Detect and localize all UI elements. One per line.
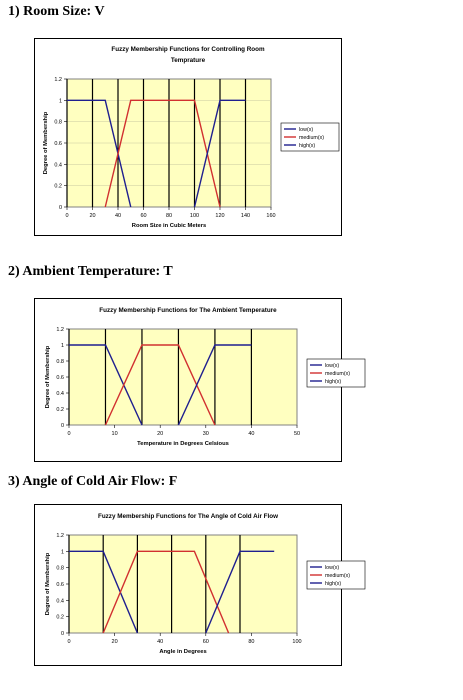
x-tick-label: 140 xyxy=(240,213,251,219)
x-tick-label: 120 xyxy=(215,213,225,219)
x-tick-label: 60 xyxy=(202,639,209,645)
x-tick-label: 40 xyxy=(114,213,122,219)
x-tick-label: 20 xyxy=(157,431,164,437)
x-tick-label: 50 xyxy=(293,431,301,437)
legend-label: low(x) xyxy=(325,565,340,571)
chart-frame-room-size xyxy=(34,38,342,236)
x-tick-label: 100 xyxy=(189,213,200,219)
legend-label: medium(x) xyxy=(325,371,351,377)
legend-label: medium(x) xyxy=(325,573,351,579)
section-heading-ambient-temperature: 2) Ambient Temperature: T xyxy=(8,264,173,279)
plot-area xyxy=(69,329,297,425)
y-tick-label: 0.8 xyxy=(54,119,62,126)
y-tick-label: 0.8 xyxy=(56,565,64,572)
y-tick-label: 0 xyxy=(60,423,64,429)
y-tick-label: 0 xyxy=(58,205,62,211)
x-tick-label: 80 xyxy=(165,213,173,219)
x-tick-label: 0 xyxy=(67,431,71,437)
y-tick-label: 1 xyxy=(60,549,64,556)
x-axis-label: Angle in Degrees xyxy=(159,649,207,655)
y-tick-label: 0.6 xyxy=(56,582,64,588)
y-tick-label: 0.4 xyxy=(54,162,62,169)
x-axis-label: Temperature in Degrees Celsious xyxy=(137,441,229,447)
y-axis-label: Degree of Membership xyxy=(45,345,51,409)
x-tick-label: 20 xyxy=(89,213,96,219)
y-tick-label: 0.2 xyxy=(56,614,64,621)
legend-label: high(x) xyxy=(325,581,342,587)
y-tick-label: 0.8 xyxy=(56,359,64,365)
section-heading-cold-air-angle: 3) Angle of Cold Air Flow: F xyxy=(8,474,178,489)
x-tick-label: 40 xyxy=(157,639,164,645)
y-tick-label: 0.2 xyxy=(54,183,62,190)
y-tick-label: 0.4 xyxy=(56,391,64,397)
chart-frame-ambient-temperature xyxy=(34,298,351,462)
y-tick-label: 0.4 xyxy=(56,598,64,605)
x-tick-label: 30 xyxy=(202,431,209,437)
y-axis-label: Degree of Membership xyxy=(43,111,49,175)
y-tick-label: 0.2 xyxy=(56,407,64,413)
x-tick-label: 160 xyxy=(266,213,276,219)
legend-label: medium(x) xyxy=(299,135,325,141)
chart-title-line-2: Temprature xyxy=(170,57,206,64)
chart-title: Fuzzy Membership Functions for The Angle of Cold Air Flow xyxy=(97,513,279,520)
legend-label: low(x) xyxy=(325,363,340,369)
chart-cold-air-angle xyxy=(35,505,351,665)
chart-ambient-temperature xyxy=(35,299,351,461)
y-tick-label: 1.2 xyxy=(56,533,64,539)
section-heading-room-size: 1) Room Size: V xyxy=(8,4,105,19)
x-axis-label: Room Size in Cubic Meters xyxy=(131,223,207,229)
chart-title: Fuzzy Membership Functions for The Ambient Temperature xyxy=(99,307,277,314)
x-tick-label: 100 xyxy=(292,639,302,645)
x-tick-label: 0 xyxy=(65,213,69,219)
y-tick-label: 1.2 xyxy=(54,77,62,83)
y-tick-label: 0 xyxy=(60,631,64,637)
x-tick-label: 20 xyxy=(111,639,118,645)
chart-title: Fuzzy Membership Functions for Controlling Room xyxy=(111,46,265,53)
x-tick-label: 80 xyxy=(248,639,255,645)
y-tick-label: 1 xyxy=(60,343,64,349)
chart-room-size xyxy=(35,39,341,235)
legend-label: high(x) xyxy=(299,143,316,149)
y-tick-label: 1.2 xyxy=(56,327,64,333)
chart-frame-cold-air-angle xyxy=(34,504,351,666)
x-tick-label: 10 xyxy=(111,431,118,437)
x-tick-label: 60 xyxy=(140,213,147,219)
legend-label: low(x) xyxy=(299,127,314,133)
y-tick-label: 1 xyxy=(58,98,62,105)
legend-label: high(x) xyxy=(325,379,342,385)
x-tick-label: 40 xyxy=(248,431,255,437)
x-tick-label: 0 xyxy=(67,639,71,645)
y-tick-label: 0.6 xyxy=(54,141,62,147)
y-axis-label: Degree of Membership xyxy=(45,552,51,616)
y-tick-label: 0.6 xyxy=(56,375,64,381)
